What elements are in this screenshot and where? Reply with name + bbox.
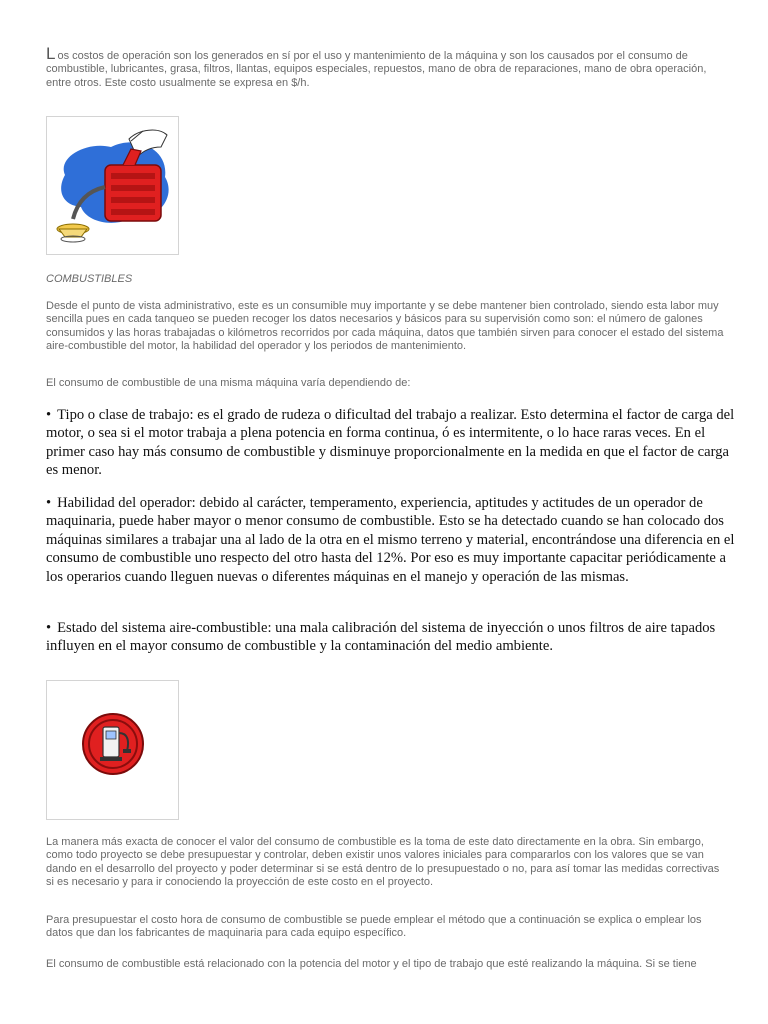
varia-paragraph: El consumo de combustible de una misma máquina varía dependiendo de: (46, 377, 411, 389)
admin-paragraph: Desde el punto de vista administrativo, este es un consumible muy importante y se debe mantener bien controlado, siendo esta labor muy sencilla pues en cada tanqueo se pueden recoger los datos necesarios y básicos para su supervisión como son: el número de galones consumidos y las horas trabajadas o kilómetros recorridos por cada máquina, datos que también sirven para conocer el estado del sistema aire-combustible del motor, la habilidad del operador y los periodos de mantenimiento. (46, 300, 724, 353)
bullet-text: Tipo o clase de trabajo: es el grado de rudeza o dificultad del trabajo a realizar. Esto determina el factor de carga del motor, o sea si el motor trabaja a plena potencia en forma continua, ó es intermitente, o lo hace raras veces. En el primer caso hay más consumo de combustible y disminuye proporcionalmente en la medida en que el factor de carga es menor. (46, 407, 735, 479)
fuel-can-icon (47, 117, 178, 254)
bullet-item (46, 494, 736, 586)
bullet-symbol: • (46, 407, 52, 423)
intro-text: os costos de operación son los generados en sí por el uso y mantenimiento de la máquina y son los causados por el consumo de combustible, lubricantes, grasa, filtros, llantas, equipos especiales, repuestos, mano de obra de reparaciones, mano de obra operación, entre otros. Este costo usualmente se expresa en $/h. (46, 50, 707, 89)
exacta-paragraph: La manera más exacta de conocer el valor del consumo de combustible es la toma de este dato directamente en la obra. Sin embargo, como todo proyecto se debe presupuestar y controlar, deben existir unos valores iniciales para compararlos con los valores que se van dando en el desarrollo del proyecto y poder determinar si se está dentro de lo presupuestado o no, para así tomar las medidas correctivas si es necesario y para ir conociendo la proyección de este costo en el proyecto. (46, 836, 720, 889)
presupuestar-paragraph: Para presupuestar el costo hora de consumo de combustible se puede emplear el método que a continuación se explica o emplear los datos que dan los fabricantes de maquinaria para cada equipo específico. (46, 914, 702, 940)
fuel-pump-figure (46, 680, 179, 820)
section-heading: COMBUSTIBLES (46, 273, 133, 285)
drop-cap: L (46, 44, 56, 63)
bullet-symbol: • (46, 495, 52, 511)
bullet-text: Habilidad del operador: debido al carácter, temperamento, experiencia, aptitudes y actitudes de un operador de maquinaria, puede haber mayor o menor consumo de combustible. Esto se ha detectado cuando se han colocado dos máquinas similares a trabajar una al lado de la otra en el mismo terreno y material, encontrándose una diferencia en el consumo de combustible uno respecto del otro hasta del 12%. Por eso es muy importante capacitar periódicamente a los operarios cuando lleguen nuevas o diferentes máquinas en el manejo y operación de las mismas. (46, 495, 735, 585)
final-paragraph: El consumo de combustible está relacionado con la potencia del motor y el tipo de trabajo que esté realizando la máquina. Si se tiene (46, 958, 697, 970)
bullet-text: Estado del sistema aire-combustible: una mala calibración del sistema de inyección o unos filtros de aire tapados influyen en el mayor consumo de combustible y la contaminación del medio ambiente. (46, 620, 716, 655)
bullet-item (46, 619, 736, 656)
intro-paragraph (46, 44, 726, 90)
fuel-pump-sign-icon (47, 681, 178, 819)
bullet-item (46, 406, 736, 480)
fuel-can-figure (46, 116, 179, 255)
bullet-symbol: • (46, 620, 52, 636)
